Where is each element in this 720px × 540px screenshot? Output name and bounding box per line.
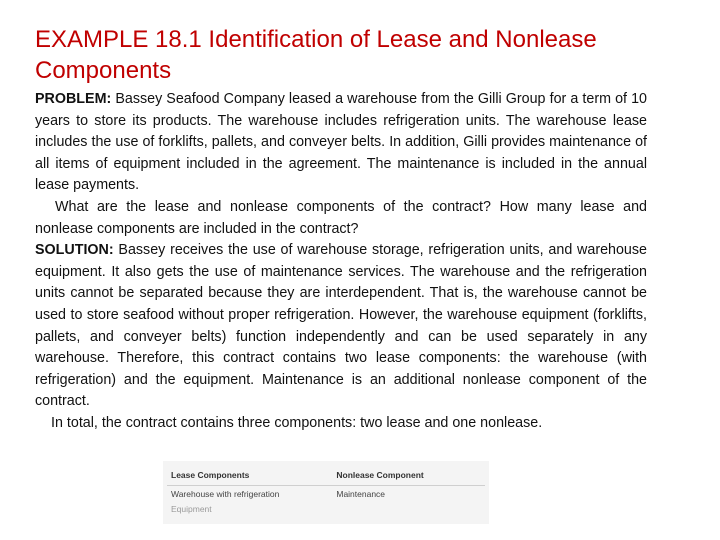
table-cell: Warehouse with refrigeration <box>171 489 280 499</box>
solution-paragraph <box>35 240 647 413</box>
problem-paragraph <box>35 89 647 197</box>
problem-label: PROBLEM: <box>35 91 112 107</box>
table-cell: Maintenance <box>336 489 386 499</box>
example-body <box>35 89 647 435</box>
table-row <box>167 501 485 516</box>
table-cell <box>332 501 485 516</box>
header-lease-components: Lease Components <box>167 467 332 486</box>
table-header-row <box>167 467 485 486</box>
table-row <box>167 486 485 502</box>
table-cell: Equipment <box>171 504 212 514</box>
components-table <box>167 467 485 516</box>
solution-label: SOLUTION: <box>35 242 114 259</box>
solution-text: Bassey receives the use of warehouse storage, refrigeration units, and warehouse equipment. It also gets the use of maintenance services. The warehouse and the refrigeration units cannot be separated because they are interdependent. That is, the warehouse cannot be used to store seafood without proper refrigeration. However, the warehouse equipment (forklifts, pallets, and conveyer belts) function independently and can be used separately in any warehouse. Therefore, this contract contains two lease components: the warehouse (with refrigeration) and the equipment. Maintenance is an additional nonlease component of the contract. <box>35 242 647 410</box>
solution-total: In total, the contract contains three components: two lease and one nonlease. <box>51 414 543 431</box>
header-nonlease-component: Nonlease Component <box>332 467 485 486</box>
components-table-image <box>163 461 489 524</box>
problem-text: Bassey Seafood Company leased a warehouse from the Gilli Group for a term of 10 years to store its products. The warehouse includes refrigeration units. The warehouse lease includes the use of forklifts, pallets, and conveyer belts. In addition, Gilli provides maintenance of all items of equipment included in the agreement. The maintenance is included in the annual lease payments. <box>35 91 647 194</box>
example-title: EXAMPLE 18.1 Identification of Lease and Nonlease Components <box>35 26 597 84</box>
problem-question: What are the lease and nonlease components of the contract? How many lease and nonlease components are included in the contract? <box>35 198 647 237</box>
